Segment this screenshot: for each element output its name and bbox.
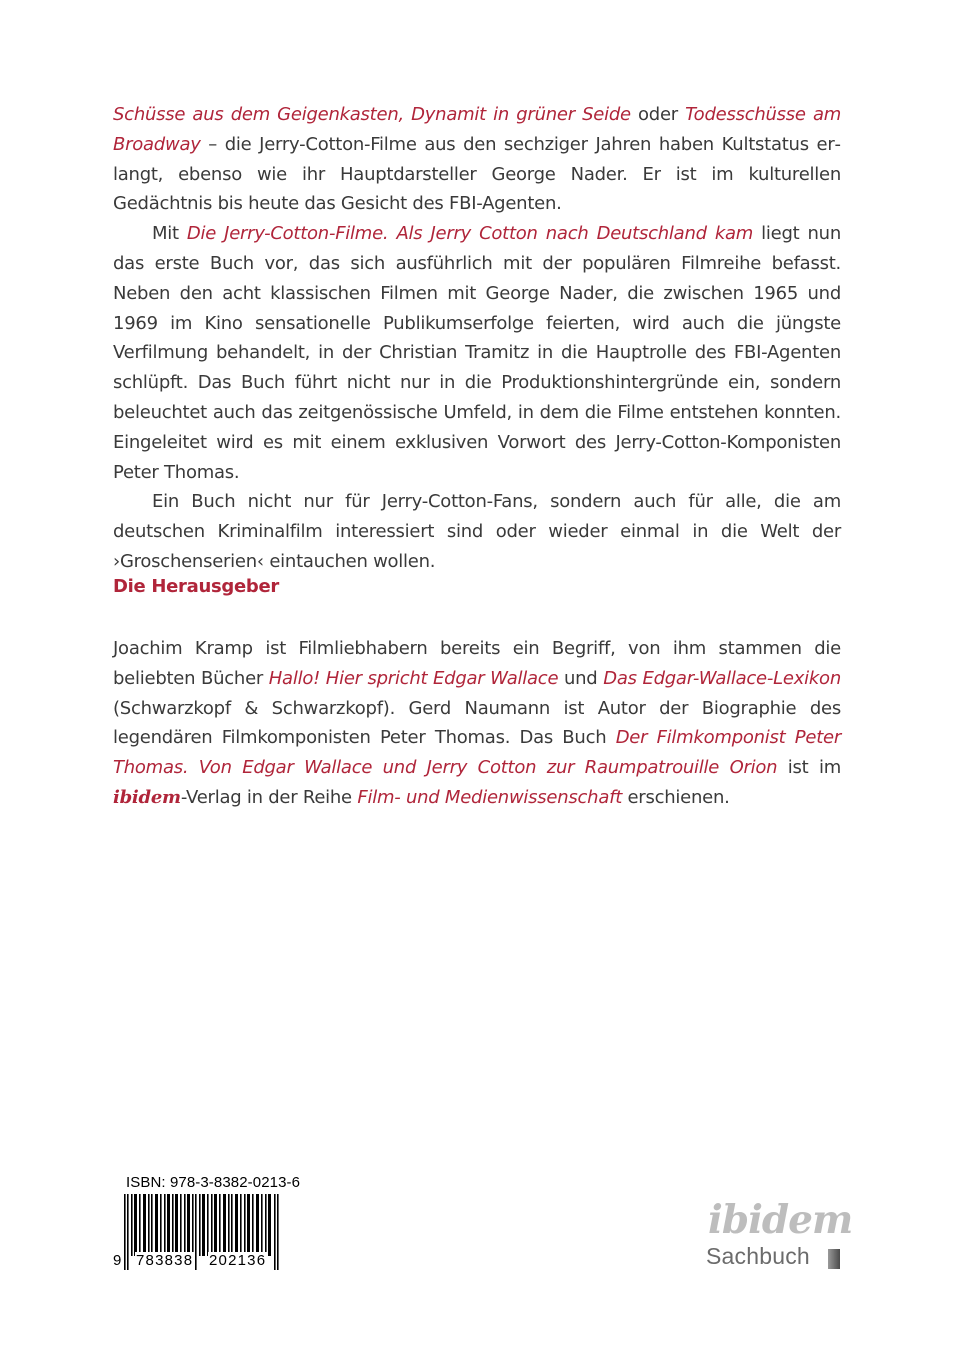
- editors-bio: [113, 634, 841, 813]
- publisher-logo: [706, 1197, 853, 1275]
- publisher-imprint: Sachbuch: [706, 1243, 810, 1269]
- editors-paragraph: Joachim Kramp ist Filmliebhabern bereits ein Begriff, von ihm stammen die beliebten Bücher Hallo! Hier spricht Edgar Wallace und Das Edgar-Wallace-Lexikon (Schwarzkopf & Schwarzkopf). Gerd Naumann ist Autor der Biographie des legendären Filmkomponisten Peter Thomas. Das Buch Der Filmkomponist Peter Thomas. Von Edgar Wallace und Jerry Cotton zur Raumpatrouille Orion ist im ibidem-Verlag in der Reihe Film- und Medienwissenschaft erschienen.: [113, 638, 841, 808]
- title-italic: Der Filmkomponist Peter Thomas. Von Edgar Wallace und Jerry Cotton zur Raumpatrouille Orion: [113, 727, 841, 779]
- logo-square-icon: [828, 1249, 840, 1269]
- book-description: [113, 100, 841, 577]
- barcode-digit-first: 9: [113, 1252, 122, 1269]
- barcode-digits-right: 202136: [209, 1252, 267, 1269]
- description-paragraph-1: Schüsse aus dem Geigenkasten, Dynamit in grüner Seide oder Todesschüsse am Broadway – die Jerry-Cotton-Filme aus den sechziger Jahren haben Kultstatus erlangt, ebenso wie ihr Hauptdarsteller George Nader. Er ist im kulturellen Gedächtnis bis heute das Gesicht des FBI-Agenten.: [113, 104, 842, 215]
- title-italic: Schüsse aus dem Geigenkasten, Dynamit in grüner Seide: [113, 104, 631, 125]
- isbn-barcode: [112, 1174, 312, 1274]
- title-italic: Das Edgar-Wallace-Lexikon: [603, 667, 841, 689]
- isbn-label: ISBN: 978-3-8382-0213-6: [126, 1174, 301, 1191]
- title-italic: Hallo! Hier spricht Edgar Wallace: [268, 667, 559, 689]
- publisher-name-inline: ibidem: [113, 786, 181, 808]
- description-paragraph-2: Mit Die Jerry-Cotton-Filme. Als Jerry Cotton nach Deutschland kam liegt nun das erste Buch vor, das sich ausführlich mit der populären Filmreihe befasst. Neben den acht klassischen Filmen mit George Nader, die zwischen 1965 und 1969 im Kino sensationelle Publikumserfolge feierten, wird auch die jüngste Verfilmung behandelt, in der Christian Tramitz in die Hauptrolle des FBI-Agenten schlüpft. Das Buch führt nicht nur in die Produktionshintergründe ein, sondern beleuchtet auch das zeitgenössische Umfeld, in dem die Filme entstehen konnten. Eingeleitet wird es mit einem exklusiven Vorwort des Jerry-Cotton-Komponisten Peter Thomas.: [113, 223, 841, 483]
- publisher-logo-wordmark: ibidem: [708, 1197, 853, 1243]
- title-italic: Todesschüsse am Broadway: [113, 104, 842, 155]
- description-paragraph-3: Ein Buch nicht nur für Jerry-Cotton-Fans, sondern auch für alle, die am deutschen Kriminalfilm interessiert sind oder wieder einmal in die Welt der ›Groschenserien‹ eintauchen wollen.: [113, 491, 841, 572]
- editors-heading: Die Herausgeber: [113, 576, 279, 597]
- title-italic: Film- und Medienwissenschaft: [357, 786, 623, 808]
- title-italic: Die Jerry-Cotton-Filme. Als Jerry Cotton nach Deutschland kam: [186, 223, 754, 245]
- barcode-digits-left: 783838: [136, 1252, 194, 1269]
